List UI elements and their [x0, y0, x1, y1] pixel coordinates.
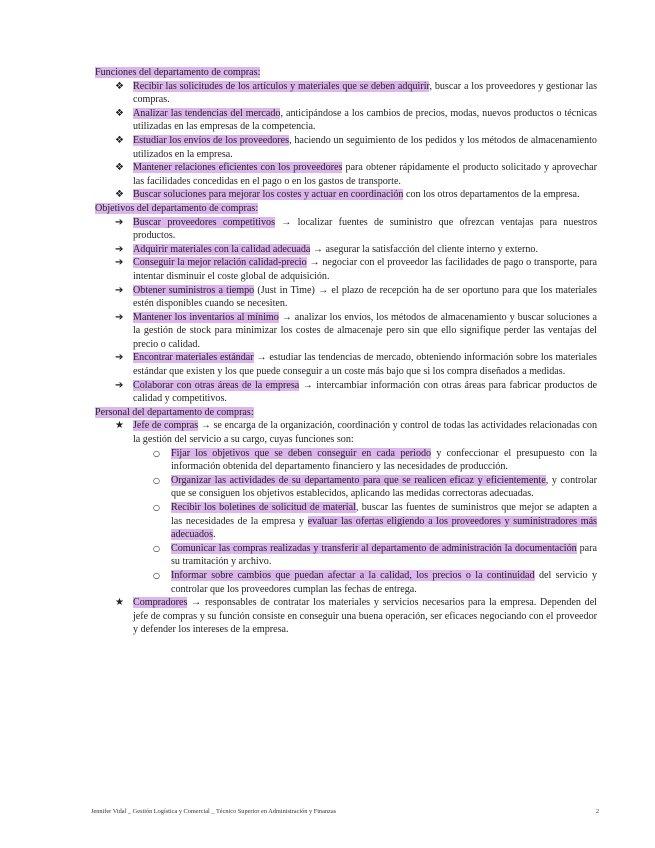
jefe-functions-list	[133, 447, 597, 597]
star-bullet-icon: ★	[115, 420, 124, 432]
list-item: ❖ Mantener relaciones eficientes con los proveedores para obtener rápidamente el producto solicitado y aprovechar las facilidades concedidas en el pago o en los gastos de transporte.	[115, 162, 597, 187]
circle-bullet-icon: ○	[153, 543, 160, 553]
objetivos-list	[95, 216, 597, 406]
section-heading-funciones: Funciones del departamento de compras:	[95, 67, 261, 78]
list-item: ❖ Estudiar los envíos de los proveedores, haciendo un seguimiento de los pedidos y los métodos de almacenamiento utilizados en la empresa.	[115, 134, 597, 160]
arrow-bullet-icon: ➔	[115, 311, 124, 323]
list-item: ○ Recibir los boletines de solicitud de material, buscar las fuentes de suministros que mejor se adapten a las necesidades de la empresa y evaluar las ofertas eligiendo a los proveedores y suministradores más adecuados.	[153, 502, 597, 541]
circle-bullet-icon: ○	[153, 570, 160, 580]
arrow-bullet-icon: ➔	[115, 243, 124, 255]
document-body	[95, 66, 597, 637]
list-item: ❖ Recibir las solicitudes de los artículos y materiales que se deben adquirir, buscar a los proveedores y gestionar las compras.	[115, 80, 597, 106]
list-item: ○ Informar sobre cambios que puedan afectar a la calidad, los precios o la continuidad del servicio y controlar que los proveedores cumplan las fechas de entrega.	[153, 569, 597, 595]
list-item: ➔ Buscar proveedores competitivos → localizar fuentes de suministro que ofrezcan ventajas para nuestros productos.	[115, 216, 597, 242]
arrow-bullet-icon: ➔	[115, 284, 124, 296]
list-item: ➔ Colaborar con otras áreas de la empresa → intercambiar información con otras áreas para fabricar productos de calidad y competitivos.	[115, 379, 597, 405]
arrow-bullet-icon: ➔	[115, 257, 124, 269]
circle-bullet-icon: ○	[153, 448, 160, 458]
list-item: ○ Organizar las actividades de su departamento para que se realicen eficaz y eficientemente, y controlar que se consiguen los objetivos establecidos, aplicando las medidas correctoras adecuadas.	[153, 474, 597, 500]
list-item-jefe: ★ Jefe de compras → se encarga de la organización, coordinación y control de todas las actividades relacionadas con la gestión del servicio a su cargo, cuyas funciones son: ○ Fijar los objetivos que se deben conseguir en cada periodo y confeccionar el presupuesto con la información obtenida del departamento financiero y las necesidades de producción. ○ Organizar las actividades de su departamento para que se realicen eficaz y eficientemente, y controlar que se consiguen los objetivos establecidos, aplicando las medidas correctoras adecuadas. ○ Recibir los boletines de solicitud de material, buscar las fuentes de suministros que mejor se adapten a las necesidades de la empresa y evaluar las ofertas eligiendo a los proveedores y suministradores más adecuados. ○ Comunicar las compras realizadas y transferir al departamento de administración la documentación para su tramitación y archivo. ○ Informar sobre cambios que puedan afectar a la calidad, los precios o la continuidad del servicio y controlar que los proveedores cumplan las fechas de entrega.	[115, 420, 597, 595]
arrow-bullet-icon: ➔	[115, 216, 124, 228]
arrow-bullet-icon: ➔	[115, 379, 124, 391]
funciones-list	[95, 80, 597, 202]
list-item: ➔ Conseguir la mejor relación calidad-precio → negociar con el proveedor las facilidades de pago o transporte, para intentar disminuir el coste global de adquisición.	[115, 257, 597, 282]
list-item: ○ Comunicar las compras realizadas y transferir al departamento de administración la documentación para su tramitación y archivo.	[153, 542, 597, 568]
list-item: ➔ Mantener los inventarios al mínimo → analizar los envíos, los métodos de almacenamiento y buscar soluciones a la gestión de stock para minimizar los costes de almacenaje pero sin que ello signifique perder las ventajas del precio o calidad.	[115, 311, 597, 350]
list-item: ❖ Analizar las tendencias del mercado, anticipándose a los cambios de precios, modas, nuevos productos o técnicas utilizadas en las empresas de la competencia.	[115, 107, 597, 133]
list-item: ➔ Encontrar materiales estándar → estudiar las tendencias de mercado, obteniendo información sobre los materiales estándar que existen y los que puede conseguir a un coste más bajo que si los compra diseñados a medidas.	[115, 352, 597, 378]
star-bullet-icon: ★	[115, 597, 124, 609]
diamond-bullet-icon: ❖	[115, 189, 124, 201]
footer-text: Jennifer Vidal _ Gestión Logística y Comercial _ Técnico Superior en Administración y Finanzas	[91, 808, 337, 815]
page-number: 2	[595, 808, 599, 815]
diamond-bullet-icon: ❖	[115, 162, 124, 174]
list-item: ➔ Obtener suministros a tiempo (Just in Time) → el plazo de recepción ha de ser oportuno para que los materiales estén disponibles cuando se necesiten.	[115, 284, 597, 310]
page-footer	[91, 807, 599, 816]
circle-bullet-icon: ○	[153, 475, 160, 485]
personal-list	[95, 419, 597, 637]
list-item: ➔ Adquirir materiales con la calidad adecuada → asegurar la satisfacción del cliente interno y externo.	[115, 243, 538, 255]
list-item: ○ Fijar los objetivos que se deben conseguir en cada periodo y confeccionar el presupuesto con la información obtenida del departamento financiero y las necesidades de producción.	[153, 447, 597, 473]
section-heading-personal: Personal del departamento de compras:	[95, 406, 254, 418]
diamond-bullet-icon: ❖	[115, 107, 124, 119]
list-item-compradores: ★ Compradores → responsables de contratar los materiales y servicios necesarios para la empresa. Dependen del jefe de compras y su función consiste en conseguir una buena operación, ser eficaces negociando con el proveedor y defender los intereses de la empresa.	[115, 597, 597, 636]
circle-bullet-icon: ○	[153, 503, 160, 512]
diamond-bullet-icon: ❖	[115, 134, 124, 146]
list-item: ❖ Buscar soluciones para mejorar los costes y actuar en coordinación con los otros departamentos de la empresa.	[115, 189, 580, 201]
diamond-bullet-icon: ❖	[115, 80, 124, 92]
section-heading-objetivos: Objetivos del departamento de compras:	[95, 202, 259, 214]
arrow-bullet-icon: ➔	[115, 352, 124, 364]
